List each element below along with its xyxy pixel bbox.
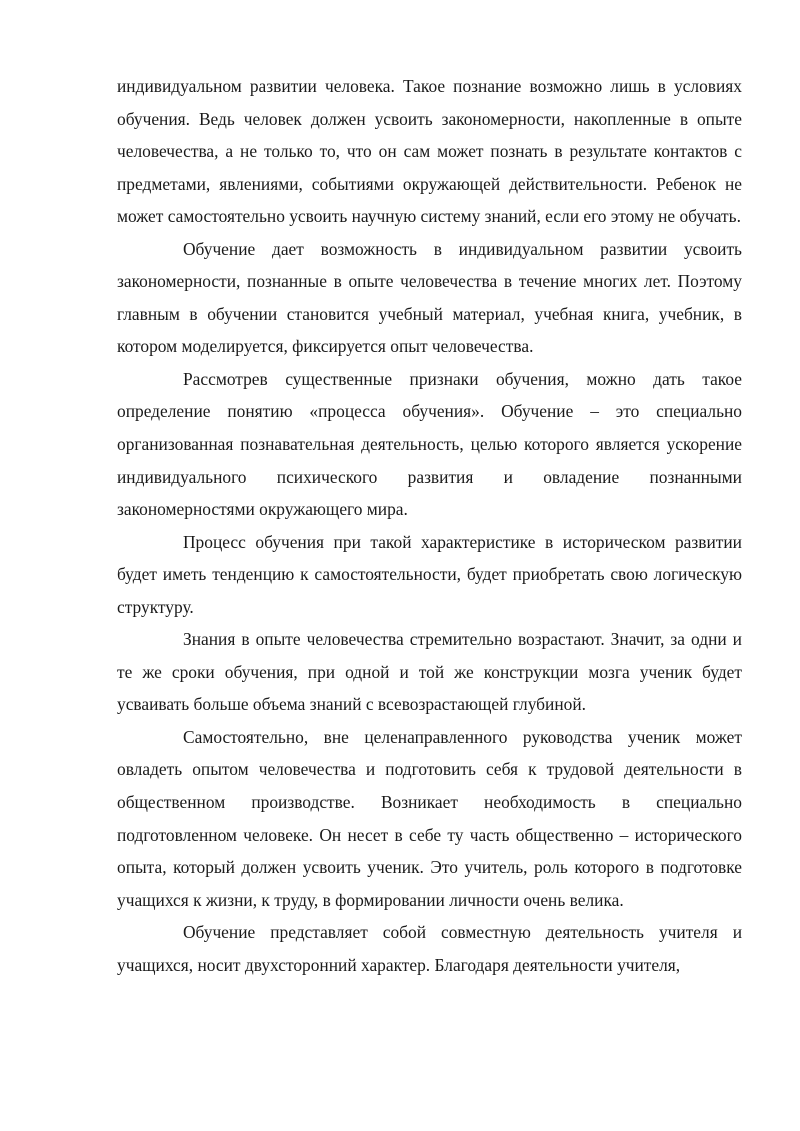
paragraph-4: Процесс обучения при такой характеристике в историческом развитии будет иметь тенденцию к самостоятельности, будет приобретать свою логическую структуру. [117,531,742,617]
paragraph-2: Обучение дает возможность в индивидуальном развитии усвоить закономерности, познанные в опыте человечества в течение многих лет. Поэтому главным в обучении становится учебный материал, учебная книга, учебник, в котором моделируется, фиксируется опыт человечества. [117,238,742,357]
paragraph-7: Обучение представляет собой совместную деятельность учителя и учащихся, носит двухсторонний характер. Благодаря деятельности учителя, [117,922,742,975]
paragraph-continued: индивидуальном развитии человека. Такое познание возможно лишь в условиях обучения. Ведь человек должен усвоить закономерности, накопленные в опыте человечества, а не только то, что он сам может познать в результате контактов с предметами, явлениями, событиями окружающей действительности. Ребенок не может самостоятельно усвоить научную систему знаний, если его этому не обучать. [117,76,742,227]
body-text [117,70,742,981]
paragraph-5: Знания в опыте человечества стремительно возрастают. Значит, за одни и те же сроки обучения, при одной и той же конструкции мозга ученик будет усваивать больше объема знаний с всевозрастающей глубиной. [117,629,742,715]
paragraph-6: Самостоятельно, вне целенаправленного руководства ученик может овладеть опытом человечества и подготовить себя к трудовой деятельности в общественном производстве. Возникает необходимость в специально подготовленном человеке. Он несет в себе ту часть общественно – исторического опыта, который должен усвоить ученик. Это учитель, роль которого в подготовке учащихся к жизни, к труду, в формировании личности очень велика. [117,726,742,910]
paragraph-3: Рассмотрев существенные признаки обучения, можно дать такое определение понятию «процесса обучения». Обучение – это специально организованная познавательная деятельность, целью которого является ускорение индивидуального психического развития и овладение познанными закономерностями окружающего мира. [117,368,742,520]
